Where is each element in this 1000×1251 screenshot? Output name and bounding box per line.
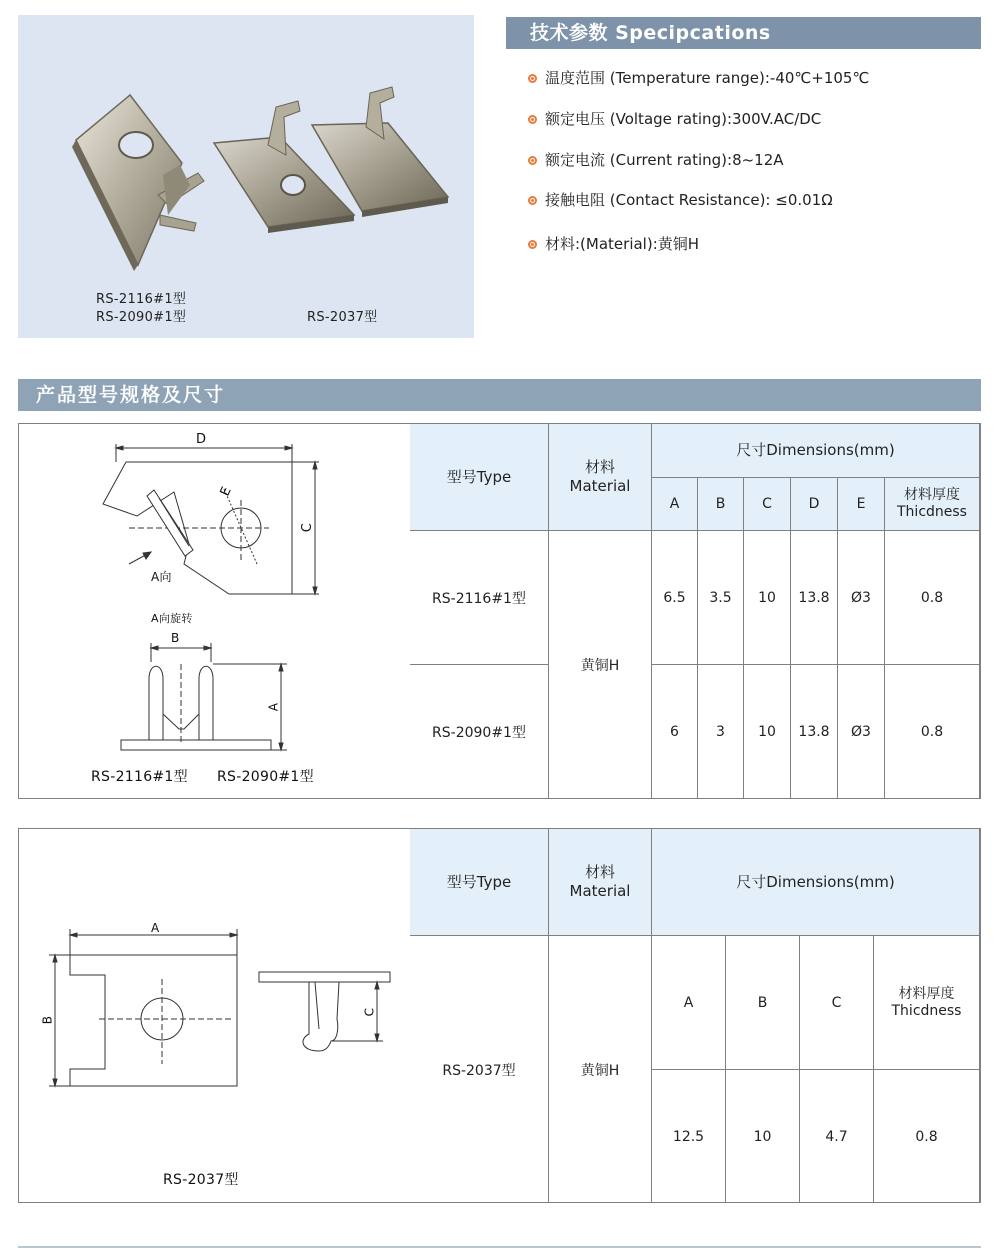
spec-current: 额定电流 (Current rating):8~12A [528, 148, 784, 172]
table-cell-a: 6 [652, 665, 698, 799]
technical-drawing-rs2116 [19, 424, 411, 798]
diagram-box-rs2116 [18, 423, 412, 799]
col-header-b: B [698, 478, 744, 531]
product-photo [18, 15, 474, 338]
photo-caption-rs2116: RS-2116#1型 [96, 292, 187, 307]
technical-drawing-rs2037 [19, 829, 411, 1202]
bullet-icon [528, 115, 537, 124]
photo-caption-rs2037: RS-2037型 [307, 310, 378, 325]
dim-label-e: E [217, 484, 235, 499]
label-a-rotate: A向旋转 [151, 612, 193, 625]
col-header-c: C [744, 478, 791, 531]
table-cell-c: 10 [744, 531, 791, 665]
section-header-models: 产品型号规格及尺寸 [18, 379, 981, 411]
bottom-divider [18, 1246, 981, 1248]
spec-temperature: 温度范围 (Temperature range):-40℃+105℃ [528, 66, 869, 90]
table-row-type: RS-2090#1型 [410, 665, 549, 799]
bullet-icon [528, 156, 537, 165]
col-header-a: A [652, 936, 726, 1070]
table-cell-b: 3 [698, 665, 744, 799]
spec-table-rs2037 [410, 828, 981, 1203]
table-header-material: 材料 Material [549, 829, 652, 936]
col-header-c: C [800, 936, 874, 1070]
spec-contact-resistance: 接触电阻 (Contact Resistance): ≤0.01Ω [528, 188, 833, 212]
table-cell-thickness: 0.8 [885, 665, 980, 799]
table-cell-e: Ø3 [838, 531, 885, 665]
col-header-thickness: 材料厚度 Thicdness [885, 478, 980, 531]
col-header-a: A [652, 478, 698, 531]
spec-voltage: 额定电压 (Voltage rating):300V.AC/DC [528, 107, 821, 131]
specifications-header: 技术参数 Specipcations [506, 17, 981, 49]
table-cell-a: 12.5 [652, 1070, 726, 1203]
dim-label-b: B [40, 1015, 55, 1025]
label-a-direction: A向 [151, 570, 172, 584]
bullet-icon [528, 240, 537, 249]
diagram-box-rs2037 [18, 828, 412, 1203]
bullet-icon [528, 74, 537, 83]
dim-label-b: B [171, 631, 180, 645]
col-header-e: E [838, 478, 885, 531]
table-header-dimensions: 尺寸Dimensions(mm) [652, 424, 980, 478]
table-cell-material: 黄铜H [549, 936, 652, 1203]
terminal-rs2116-photo [72, 95, 204, 271]
table-row-type: RS-2116#1型 [410, 531, 549, 665]
dim-label-d: D [196, 432, 207, 447]
col-header-b: B [726, 936, 800, 1070]
dim-label-c: C [362, 1007, 377, 1017]
photo-caption-rs2090: RS-2090#1型 [96, 310, 187, 325]
table-cell-material: 黄铜H [549, 531, 652, 799]
spec-material: 材料:(Material):黄铜H [528, 232, 699, 256]
table-header-type: 型号Type [410, 829, 549, 936]
table-cell-b: 3.5 [698, 531, 744, 665]
table-cell-b: 10 [726, 1070, 800, 1203]
col-header-thickness: 材料厚度 Thicdness [874, 936, 980, 1070]
dim-label-c: C [300, 522, 316, 533]
table-cell-c: 10 [744, 665, 791, 799]
table-cell-d: 13.8 [791, 665, 838, 799]
terminal-rs2037-photo-a [214, 101, 354, 233]
dim-label-a: A [151, 921, 160, 935]
table-cell-a: 6.5 [652, 531, 698, 665]
table-cell-thickness: 0.8 [885, 531, 980, 665]
table-header-dimensions: 尺寸Dimensions(mm) [652, 829, 980, 936]
dim-label-a: A [266, 702, 281, 712]
table-header-type: 型号Type [410, 424, 549, 531]
spec-table-rs2116 [410, 423, 981, 799]
product-photo-panel [18, 15, 474, 338]
table-cell-d: 13.8 [791, 531, 838, 665]
table-cell-thickness: 0.8 [874, 1070, 980, 1203]
table-header-material: 材料 Material [549, 424, 652, 531]
caption-rs2090: RS-2090#1型 [217, 769, 314, 785]
caption-rs2116: RS-2116#1型 [91, 769, 188, 785]
bullet-icon [528, 196, 537, 205]
table-row-type: RS-2037型 [410, 936, 549, 1203]
col-header-d: D [791, 478, 838, 531]
caption-rs2037: RS-2037型 [163, 1172, 239, 1188]
table-cell-e: Ø3 [838, 665, 885, 799]
table-cell-c: 4.7 [800, 1070, 874, 1203]
